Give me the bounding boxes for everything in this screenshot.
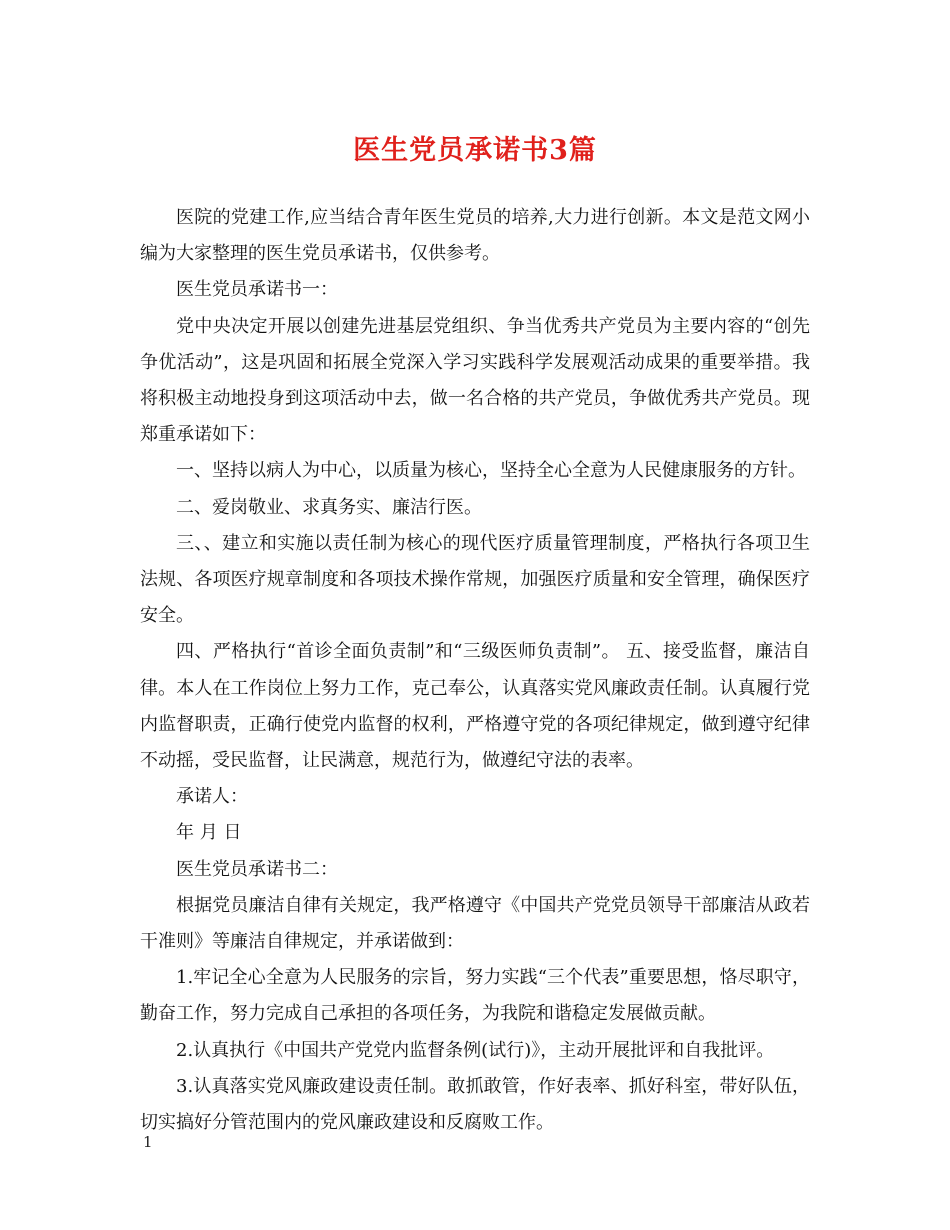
list-item: 3.认真落实党风廉政建设责任制。敢抓敢管，作好表率、抓好科室，带好队伍，切实搞好分管范围内的党风廉政建设和反腐败工作。 [140,1075,810,1134]
paragraph: 四、严格执行“首诊全面负责制”和“三级医师负责制”。 五、接受监督，廉洁自律。本人在工作岗位上努力工作，克己奉公，认真落实党风廉政责任制。认真履行党内监督职责，正确行使党内监督的权利，严格遵守党的各项纪律规定，做到遵守纪律不动摇，受民监督，让民满意，规范行为，做遵纪守法的表率。 [140,641,810,772]
page-number: 1 [143,1133,153,1151]
paragraph: 根据党员廉洁自律有关规定，我严格遵守《中国共产党党员领导干部廉洁从政若干准则》等廉洁自律规定，并承诺做到： [140,894,810,953]
paragraph-intro: 医院的党建工作,应当结合青年医生党员的培养,大力进行创新。本文是范文网小编为大家整理的医生党员承诺书，仅供参考。 [140,207,810,265]
section-heading-two: 医生党员承诺书二： [176,858,338,880]
section-heading-one: 医生党员承诺书一： [176,279,338,301]
paragraph: 三、、建立和实施以责任制为核心的现代医疗质量管理制度，严格执行各项卫生法规、各项医疗规章制度和各项技术操作常规，加强医疗质量和安全管理，确保医疗安全。 [140,532,810,627]
paragraph: 二、爱岗敬业、求真务实、廉洁行医。 [176,496,482,518]
signature-label: 承诺人： [176,786,248,808]
list-item: 1.牢记全心全意为人民服务的宗旨，努力实践“三个代表”重要思想，恪尽职守，勤奋工作，努力完成自己承担的各项任务，为我院和谐稳定发展做贡献。 [140,967,810,1025]
paragraph: 党中央决定开展以创建先进基层党组织、争当优秀共产党员为主要内容的“创先争优活动”，这是巩固和拓展全党深入学习实践科学发展观活动成果的重要举措。我将积极主动地投身到这项活动中去，做一名合格的共产党员，争做优秀共产党员。现郑重承诺如下： [140,315,810,446]
paragraph: 一、坚持以病人为中心，以质量为核心，坚持全心全意为人民健康服务的方针。 [176,460,806,482]
date-line: 年 月 日 [176,822,242,844]
list-item: 2.认真执行《中国共产党党内监督条例(试行)》，主动开展批评和自我批评。 [176,1039,775,1061]
document-title: 医生党员承诺书3篇 [353,135,597,166]
document-body [140,200,810,1141]
